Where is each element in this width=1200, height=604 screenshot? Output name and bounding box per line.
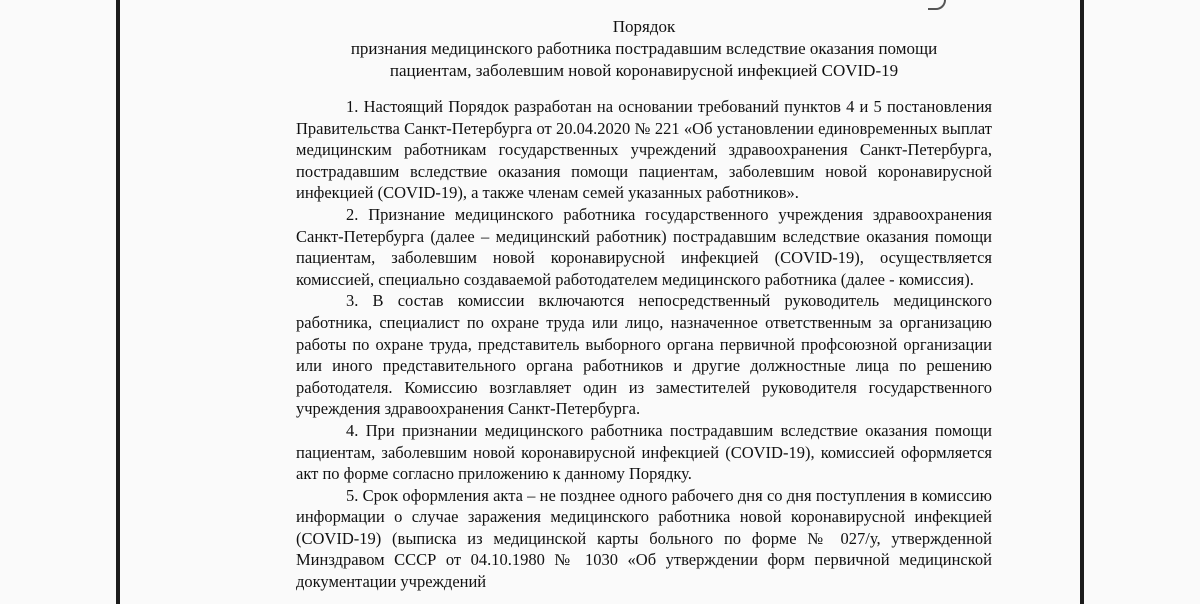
paragraph-3: 3. В состав комиссии включаются непосредственный руководитель медицинского работника, специалист по охране труда или лицо, назначенное ответственным за организацию работы по охране труда, представитель выборного органа первичной профсоюзной организации или иного представительного органа работников и другие должностные лица по решению работодателя. Комиссию возглавляет один из заместителей руководителя государственного учреждения здравоохранения Санкт-Петербурга. [296,291,992,419]
page-left-edge [116,0,120,604]
handwritten-mark [928,0,946,10]
document-header [296,16,992,82]
document-body [296,96,992,593]
document-subtitle-line-2: пациентам, заболевшим новой коронавирусной инфекцией COVID-19 [389,61,899,80]
paragraph-2: 2. Признание медицинского работника государственного учреждения здравоохранения Санкт-Петербурга (далее – медицинский работник) пострадавшим вследствие оказания помощи пациентам, заболевшим новой коронавирусной инфекцией (COVID-19), осуществляется комиссией, специально создаваемой работодателем медицинского работника (далее - комиссия). [296,204,992,289]
page-right-edge [1080,0,1084,604]
paragraph-4: 4. При признании медицинского работника пострадавшим вследствие оказания помощи пациентам, заболевшим новой коронавирусной инфекцией (COVID-19), комиссией оформляется акт по форме согласно приложению к данному Порядку. [296,420,992,484]
document-subtitle-line-1: признания медицинского работника пострадавшим вследствие оказания помощи [350,39,938,58]
paragraph-1: 1. Настоящий Порядок разработан на основании требований пунктов 4 и 5 постановления Правительства Санкт-Петербурга от 20.04.2020 № 221 «Об установлении единовременных выплат медицинским работникам государственных учреждений здравоохранения Санкт-Петербурга, пострадавшим вследствие оказания помощи пациентам, заболевшим новой коронавирусной инфекцией (COVID-19), а также членам семей указанных работников». [296,97,992,203]
document-title: Порядок [612,17,676,36]
paragraph-5: 5. Срок оформления акта – не позднее одного рабочего дня со дня поступления в комиссию информации о случае заражения медицинского работника новой коронавирусной инфекцией (COVID-19) (выписка из медицинской карты больного по форме № 027/у, утвержденной Минздравом СССР от 04.10.1980 № 1030 «Об утверждении форм первичной медицинской документации учреждений [296,485,992,592]
